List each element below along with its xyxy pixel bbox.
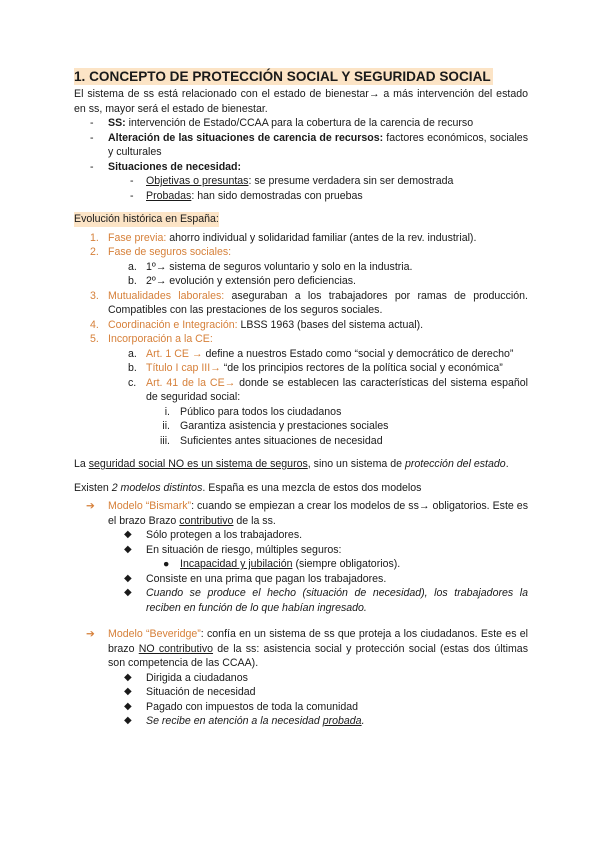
dot-bullet-icon: ●	[163, 558, 170, 570]
diamond-bullet-icon: ◆	[124, 529, 132, 540]
intro-paragraph: El sistema de ss está relacionado con el estado de bienestar→ a más intervención del estado en ss, mayor será el estado de bienestar.	[74, 88, 528, 115]
ss-note: La seguridad social NO es un sistema de seguros, sino un sistema de protección del estado.	[74, 458, 509, 470]
dash-bullet: -	[130, 189, 134, 202]
modelos-intro: Existen 2 modelos distintos. España es una mezcla de estos dos modelos	[74, 481, 422, 494]
seguros-item-b: b. 2º→ evolución y extensión pero deficiencias.	[128, 275, 356, 287]
beveridge-item: ◆ Se recibe en atención a la necesidad probada.	[124, 715, 365, 727]
evo-item-2: 2. Fase de seguros sociales:	[90, 246, 232, 258]
bismark-item: ◆ Consiste en una prima que pagan los trabajadores.	[124, 572, 387, 585]
def-item-necesidad: - Situaciones de necesidad:	[90, 160, 242, 173]
beveridge-item: ◆ Pagado con impuestos de toda la comunidad	[124, 700, 359, 713]
dash-bullet: -	[130, 175, 134, 187]
bismark-item: ◆ Sólo protegen a los trabajadores.	[124, 529, 303, 541]
ce-item-b: b. Título I cap III→ “de los principios rectores de la política social y económica”	[128, 362, 503, 374]
caracteristica-item-i: i. Público para todos los ciudadanos	[164, 405, 342, 418]
seguros-item-a: a. 1º→ sistema de seguros voluntario y solo en la industria.	[128, 260, 413, 273]
def-item-ss: - SS: intervención de Estado/CCAA para la cobertura de la carencia de recurso	[90, 117, 474, 129]
document-page	[74, 68, 528, 729]
arrow-bullet-icon: ➔	[86, 628, 95, 640]
diamond-bullet-icon: ◆	[124, 543, 132, 555]
dash-bullet: -	[90, 131, 94, 144]
bismark-sub-item: ● Incapacidad y jubilación (siempre obligatorios).	[163, 558, 401, 570]
ce-item-a: a. Art. 1 CE → define a nuestros Estado como “social y democrático de derecho”	[128, 347, 514, 360]
dash-bullet: -	[90, 117, 94, 129]
beveridge-item: ◆ Situación de necesidad	[124, 686, 256, 698]
beveridge-item: ◆ Dirigida a ciudadanos	[124, 671, 248, 684]
def-item-alteracion: - Alteración de las situaciones de carencia de recursos: factores económicos, sociales y culturales	[90, 131, 528, 158]
evo-item-3: 3. Mutualidades laborales: aseguraban a los trabajadores por ramas de producción. Compatibles con las prestaciones de los seguros sociales.	[90, 289, 528, 316]
diamond-bullet-icon: ◆	[124, 671, 132, 683]
necesidad-item-probadas: - Probadas: han sido demostradas con pruebas	[130, 189, 363, 202]
evo-item-5: 5. Incorporación a la CE:	[90, 333, 213, 345]
diamond-bullet-icon: ◆	[124, 715, 132, 726]
modelo-beveridge: ➔ Modelo “Beveridge”: confía en un sistema de ss que proteja a los ciudadanos. Este es el brazo NO contributivo de la ss: asistencia social y protección social (estas dos últimas son competencia de las CCAA).	[86, 628, 529, 669]
evo-item-4: 4. Coordinación e Integración: LBSS 1963 (bases del sistema actual).	[90, 318, 424, 331]
caracteristica-item-iii: iii. Suficientes antes situaciones de necesidad	[159, 434, 383, 447]
bismark-item: ◆ Cuando se produce el hecho (situación de necesidad), los trabajadores la reciben en función de lo que habían ingresado.	[124, 587, 528, 614]
caracteristica-item-ii: ii. Garantiza asistencia y prestaciones sociales	[162, 420, 389, 432]
ce-item-c: c. Art. 41 de la CE→ donde se establecen las características del sistema español de seguridad social:	[128, 376, 528, 403]
modelo-bismark: ➔ Modelo “Bismark”: cuando se empiezan a crear los modelos de ss→ obligatorios. Este es el brazo Brazo contributivo de la ss.	[86, 500, 528, 527]
diamond-bullet-icon: ◆	[124, 686, 132, 697]
diamond-bullet-icon: ◆	[124, 700, 132, 712]
necesidad-item-objetivas: - Objetivas o presuntas: se presume verdadera sin ser demostrada	[130, 175, 454, 187]
diamond-bullet-icon: ◆	[124, 587, 132, 598]
page-title: 1. CONCEPTO DE PROTECCIÓN SOCIAL Y SEGURIDAD SOCIAL	[74, 69, 491, 84]
dash-bullet: -	[90, 160, 94, 173]
evo-item-1: 1. Fase previa: ahorro individual y solidaridad familiar (antes de la rev. industrial).	[90, 231, 477, 244]
evolucion-heading: Evolución histórica en España:	[74, 213, 219, 225]
diamond-bullet-icon: ◆	[124, 572, 132, 584]
arrow-bullet-icon: ➔	[86, 500, 95, 512]
bismark-item: ◆ En situación de riesgo, múltiples seguros:	[124, 543, 342, 556]
